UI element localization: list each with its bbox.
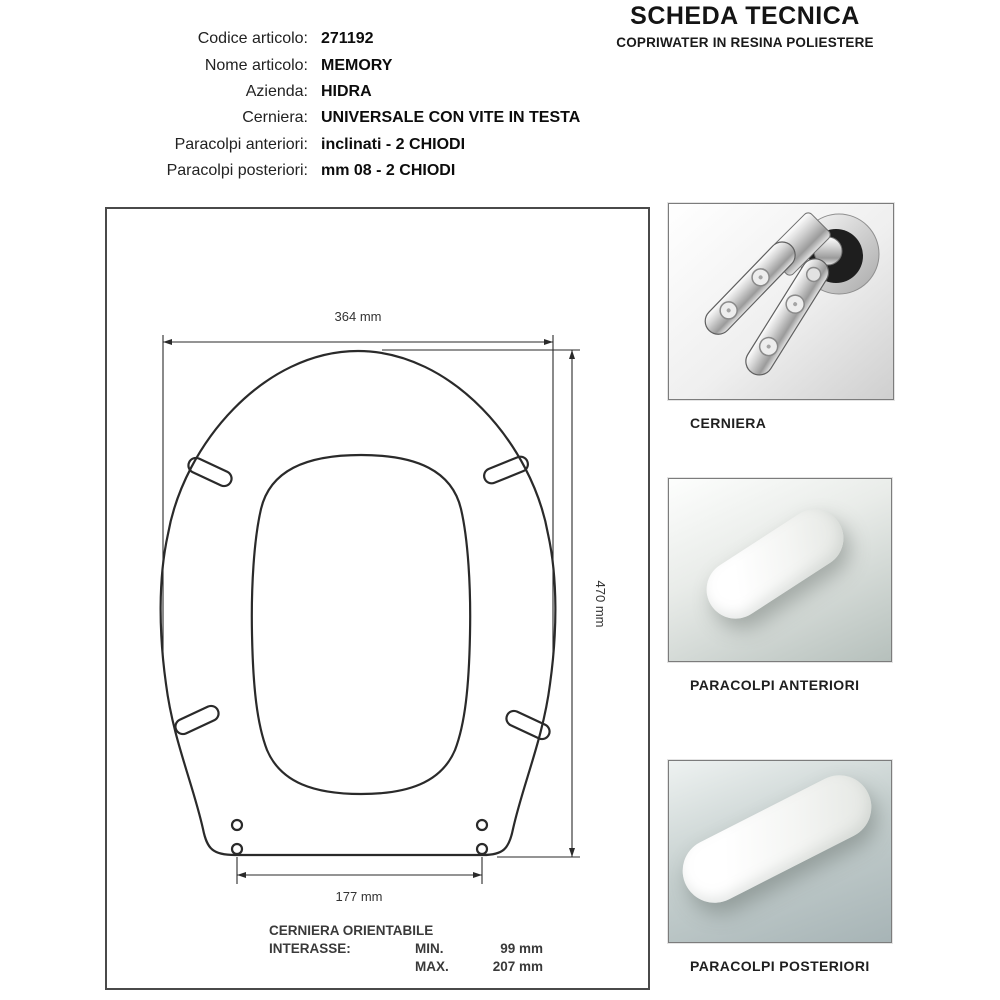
slot-top-left — [186, 455, 234, 488]
page-subtitle: COPRIWATER IN RESINA POLIESTERE — [616, 35, 874, 50]
spec-value-nome: MEMORY — [321, 56, 393, 74]
title-block — [580, 2, 910, 50]
front-bumper-shape — [695, 498, 854, 629]
spec-label-paracolpi-posteriori: Paracolpi posteriori: — [166, 162, 308, 180]
page-title: SCHEDA TECNICA — [630, 2, 860, 30]
hinge-hole-right-lower — [477, 844, 487, 854]
technical-drawing-panel — [105, 207, 650, 990]
toilet-seat-hinge-photo — [668, 203, 894, 400]
spec-row-paracolpi-posteriori — [0, 158, 640, 184]
rear-bumper-caption: PARACOLPI POSTERIORI — [690, 958, 870, 974]
dimension-height-label: 470 mm — [593, 580, 608, 628]
note-min-label: MIN. — [415, 941, 444, 956]
front-bumper-photo-background — [669, 479, 891, 661]
dimension-interaxis-label: 177 mm — [335, 889, 383, 904]
note-interasse-label: INTERASSE: — [269, 941, 351, 956]
hinge-hole-left-upper — [232, 820, 242, 830]
rear-bumper-figure — [668, 760, 892, 974]
hinge-hole-left-lower — [232, 844, 242, 854]
slot-bottom-left — [173, 703, 221, 736]
dimension-width-label: 364 mm — [334, 309, 382, 324]
front-bumper-photo — [668, 478, 892, 662]
spec-table — [0, 26, 640, 184]
spec-label-nome: Nome articolo: — [204, 56, 308, 74]
spec-value-paracolpi-posteriori: mm 08 - 2 CHIODI — [321, 162, 456, 180]
note-max-value: 207 mm — [492, 959, 543, 974]
spec-row-codice — [0, 26, 640, 52]
spec-label-cerniera: Cerniera: — [242, 109, 308, 127]
spec-row-azienda — [0, 79, 640, 105]
rear-bumper-photo — [668, 760, 892, 943]
rear-bumper-photo-background — [669, 761, 891, 942]
spec-value-azienda: HIDRA — [321, 82, 372, 100]
seat-outer-contour — [161, 351, 556, 855]
spec-row-nome — [0, 52, 640, 78]
spec-label-paracolpi-anteriori: Paracolpi anteriori: — [174, 135, 308, 153]
seat-dimension-diagram — [107, 209, 648, 988]
spec-label-codice: Codice articolo: — [197, 30, 308, 48]
spec-row-paracolpi-anteriori — [0, 132, 640, 158]
hinge-photo-illustration — [669, 204, 893, 399]
hinge-photo-figure — [668, 203, 894, 431]
spec-value-cerniera: UNIVERSALE CON VITE IN TESTA — [321, 109, 581, 127]
spec-value-paracolpi-anteriori: inclinati - 2 CHIODI — [321, 135, 466, 153]
seat-inner-opening — [252, 455, 470, 794]
hinge-hole-right-upper — [477, 820, 487, 830]
hinge-photo-caption: CERNIERA — [690, 415, 767, 431]
spec-label-azienda: Azienda: — [245, 82, 308, 100]
front-bumper-figure — [668, 478, 892, 693]
note-max-label: MAX. — [415, 959, 449, 974]
slot-top-right — [482, 454, 530, 485]
rear-bumper-shape — [672, 764, 883, 914]
front-bumper-caption: PARACOLPI ANTERIORI — [690, 677, 860, 693]
note-hinge-title: CERNIERA ORIENTABILE — [269, 923, 434, 938]
spec-row-cerniera — [0, 105, 640, 131]
note-min-value: 99 mm — [500, 941, 543, 956]
spec-value-codice: 271192 — [321, 30, 374, 48]
